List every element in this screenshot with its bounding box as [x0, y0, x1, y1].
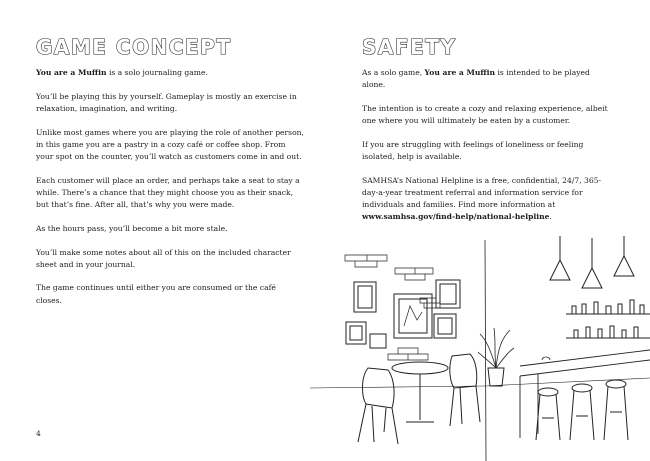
- paragraph: You’ll be playing this by yourself. Gameplay is mostly an exercise in relaxation, imagination, and writing.: [36, 91, 297, 113]
- bar-stools: [536, 380, 628, 440]
- paragraph: Each customer will place an order, and perhaps take a seat to stay a while. There’s a chance that they might choose you as their snack, but that’s fine. After all, that’s why you were made.: [36, 175, 300, 210]
- text: is intended to be played alone.: [362, 68, 590, 90]
- paragraph: The intention is to create a cozy and relaxing experience, albeit one where you will ultimately be eaten by a customer.: [362, 103, 608, 126]
- text: SAMHSA’s National Helpline is a free, confidential, 24/7, 365-day-a-year treatment referral and information service for individuals and families. Find more information at: [362, 175, 602, 210]
- text: is a solo journaling game.: [106, 68, 208, 77]
- paragraph: If you are struggling with feelings of loneliness or feeling isolated, help is available.: [362, 139, 584, 162]
- chairs: [358, 354, 480, 444]
- paragraph: [362, 67, 615, 91]
- helpline-url: www.samhsa.gov/find-help/national-helpline: [362, 212, 550, 222]
- safety-body: [362, 67, 615, 235]
- paragraph: You’ll make some notes about all of this on the included character sheet and in your journal.: [36, 247, 291, 269]
- game-concept-heading: GAME CONCEPT: [36, 35, 232, 59]
- game-title: You are a Muffin: [36, 68, 107, 77]
- cafe-table: [392, 362, 448, 422]
- game-concept-body: [36, 67, 304, 318]
- paragraph: [362, 175, 615, 224]
- pendant-lamps: [550, 236, 634, 288]
- paragraph: The game continues until either you are consumed or the café closes.: [36, 283, 276, 305]
- text: As a solo game,: [362, 68, 425, 77]
- page-number: 4: [36, 429, 41, 438]
- paragraph: [36, 67, 304, 79]
- shelves: [566, 300, 650, 338]
- text: .: [549, 212, 552, 222]
- paragraph: As the hours pass, you’ll become a bit more stale.: [36, 223, 228, 233]
- plant: [478, 328, 514, 386]
- cafe-drawing: [310, 228, 650, 461]
- game-title: You are a Muffin: [424, 68, 496, 77]
- paragraph: Unlike most games where you are playing the role of another person, in this game you are a pastry in a cozy café or coffee shop. From your spot on the counter, you’ll watch as customers come in and out.: [36, 127, 304, 162]
- safety-heading: SAFETY: [362, 35, 457, 59]
- cafe-illustration: [310, 228, 650, 461]
- picture-frames: [346, 280, 460, 348]
